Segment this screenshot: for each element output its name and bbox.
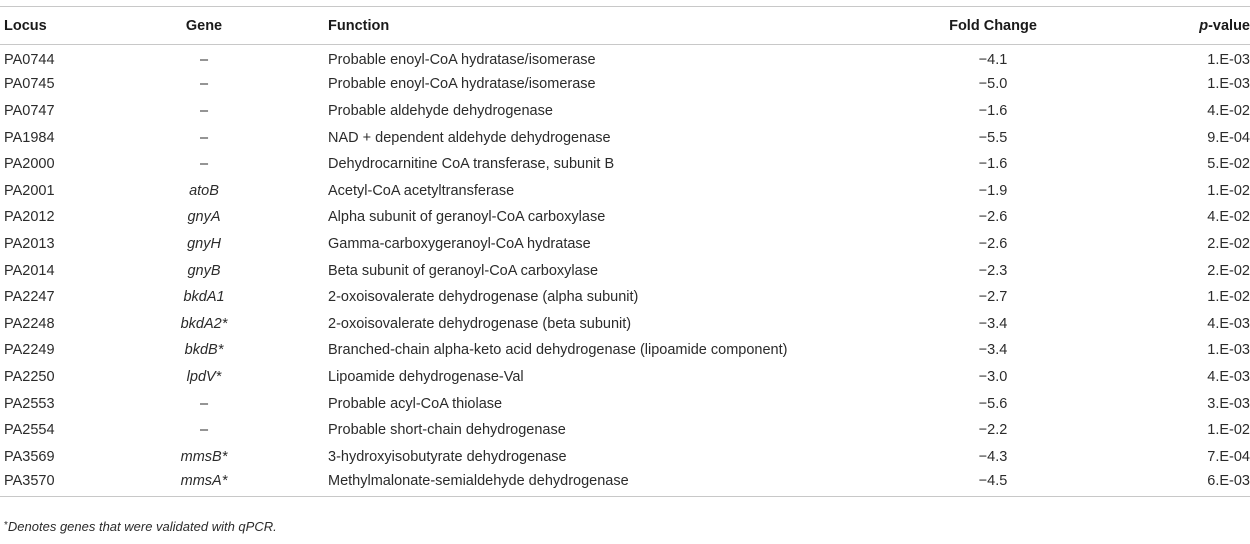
cell-gene: gnyH bbox=[187, 235, 221, 252]
cell-fold-change: −5.6 bbox=[978, 395, 1008, 412]
cell-locus: PA2248 bbox=[4, 315, 55, 332]
cell-fold-change: −2.2 bbox=[978, 422, 1008, 439]
header-locus: Locus bbox=[4, 17, 47, 34]
cell-function: Dehydrocarnitine CoA transferase, subunit B bbox=[328, 156, 615, 173]
footnote-marker: * bbox=[4, 520, 8, 531]
cell-function: 3-hydroxyisobutyrate dehydrogenase bbox=[328, 448, 567, 465]
cell-fold-change: −4.5 bbox=[978, 473, 1008, 490]
header-p-value-italic: p bbox=[1199, 17, 1209, 34]
cell-gene: mmsB* bbox=[180, 448, 228, 465]
cell-gene: gnyB bbox=[187, 262, 221, 279]
cell-fold-change: −2.6 bbox=[978, 209, 1008, 226]
cell-gene: – bbox=[199, 102, 209, 119]
table-header bbox=[0, 7, 1250, 45]
cell-locus: PA2012 bbox=[4, 209, 55, 226]
cell-p-value: 4.E-03 bbox=[1207, 315, 1250, 332]
table-row bbox=[0, 310, 1250, 337]
cell-function: 2-oxoisovalerate dehydrogenase (beta subunit) bbox=[328, 315, 632, 332]
header-p-value bbox=[1098, 7, 1250, 45]
cell-function: 2-oxoisovalerate dehydrogenase (alpha subunit) bbox=[328, 289, 639, 306]
cell-p-value: 1.E-02 bbox=[1207, 182, 1250, 199]
cell-fold-change: −2.6 bbox=[978, 235, 1008, 252]
table-row bbox=[0, 257, 1250, 284]
cell-p-value: 4.E-02 bbox=[1207, 102, 1250, 119]
cell-fold-change: −5.0 bbox=[978, 76, 1008, 93]
table-row bbox=[0, 204, 1250, 231]
cell-locus: PA2249 bbox=[4, 342, 55, 359]
cell-function: Gamma-carboxygeranoyl-CoA hydratase bbox=[328, 235, 591, 252]
cell-fold-change: −1.6 bbox=[978, 102, 1008, 119]
cell-gene: – bbox=[199, 395, 209, 412]
cell-locus: PA3569 bbox=[4, 448, 55, 465]
cell-locus: PA2014 bbox=[4, 262, 55, 279]
cell-fold-change: −4.3 bbox=[978, 448, 1008, 465]
cell-locus: PA2247 bbox=[4, 289, 55, 306]
cell-fold-change: −1.6 bbox=[978, 156, 1008, 173]
table-body bbox=[0, 45, 1250, 497]
cell-p-value: 2.E-02 bbox=[1207, 262, 1250, 279]
cell-gene: – bbox=[199, 52, 209, 69]
cell-gene: – bbox=[199, 129, 209, 146]
cell-fold-change: −3.0 bbox=[978, 368, 1008, 385]
cell-p-value: 3.E-03 bbox=[1207, 395, 1250, 412]
cell-gene: bkdB* bbox=[184, 342, 224, 359]
cell-function: Probable enoyl-CoA hydratase/isomerase bbox=[328, 76, 596, 93]
table-row bbox=[0, 470, 1250, 497]
cell-locus: PA2250 bbox=[4, 368, 55, 385]
cell-locus: PA2001 bbox=[4, 182, 55, 199]
cell-p-value: 7.E-04 bbox=[1207, 448, 1250, 465]
cell-p-value: 5.E-02 bbox=[1207, 156, 1250, 173]
table-row bbox=[0, 98, 1250, 125]
cell-p-value: 2.E-02 bbox=[1207, 235, 1250, 252]
cell-p-value: 1.E-03 bbox=[1207, 52, 1250, 69]
cell-gene: – bbox=[199, 156, 209, 173]
table-row bbox=[0, 151, 1250, 178]
cell-p-value: 1.E-03 bbox=[1207, 342, 1250, 359]
header-fold-change: Fold Change bbox=[949, 17, 1037, 34]
cell-locus: PA2554 bbox=[4, 422, 55, 439]
cell-function: Lipoamide dehydrogenase-Val bbox=[328, 368, 524, 385]
cell-locus: PA0744 bbox=[4, 52, 55, 69]
footnote-text: Denotes genes that were validated with qPCR. bbox=[7, 519, 277, 534]
cell-fold-change: −1.9 bbox=[978, 182, 1008, 199]
cell-locus: PA2553 bbox=[4, 395, 55, 412]
table-row bbox=[0, 390, 1250, 417]
table-row bbox=[0, 364, 1250, 391]
cell-p-value: 6.E-03 bbox=[1207, 473, 1250, 490]
header-gene: Gene bbox=[185, 17, 223, 34]
cell-fold-change: −5.5 bbox=[978, 129, 1008, 146]
cell-gene: – bbox=[199, 422, 209, 439]
gene-table bbox=[0, 6, 1250, 497]
cell-locus: PA3570 bbox=[4, 473, 55, 490]
table-row bbox=[0, 231, 1250, 258]
cell-function: Probable enoyl-CoA hydratase/isomerase bbox=[328, 52, 596, 69]
cell-locus: PA2013 bbox=[4, 235, 55, 252]
cell-fold-change: −4.1 bbox=[978, 52, 1008, 69]
cell-gene: mmsA* bbox=[180, 473, 228, 490]
header-function: Function bbox=[328, 17, 390, 34]
cell-gene: bkdA1 bbox=[183, 289, 225, 306]
table-row bbox=[0, 177, 1250, 204]
table-row bbox=[0, 443, 1250, 470]
footnote bbox=[4, 519, 277, 534]
cell-p-value: 1.E-03 bbox=[1207, 76, 1250, 93]
table-row bbox=[0, 417, 1250, 444]
cell-function: Probable acyl-CoA thiolase bbox=[328, 395, 503, 412]
cell-gene: gnyA bbox=[187, 209, 221, 226]
cell-fold-change: −3.4 bbox=[978, 342, 1008, 359]
cell-fold-change: −3.4 bbox=[978, 315, 1008, 332]
cell-p-value: 4.E-02 bbox=[1207, 209, 1250, 226]
cell-fold-change: −2.7 bbox=[978, 289, 1008, 306]
cell-p-value: 1.E-02 bbox=[1207, 422, 1250, 439]
cell-function: Beta subunit of geranoyl-CoA carboxylase bbox=[328, 262, 599, 279]
cell-locus: PA1984 bbox=[4, 129, 55, 146]
cell-gene: – bbox=[199, 76, 209, 93]
cell-locus: PA0745 bbox=[4, 76, 55, 93]
table-row bbox=[0, 45, 1250, 72]
header-row bbox=[0, 7, 1250, 45]
cell-function: Methylmalonate-semialdehyde dehydrogenase bbox=[328, 473, 629, 490]
cell-p-value: 9.E-04 bbox=[1207, 129, 1250, 146]
cell-function: Branched-chain alpha-keto acid dehydrogenase (lipoamide component) bbox=[328, 342, 788, 359]
cell-function: Probable short-chain dehydrogenase bbox=[328, 422, 566, 439]
gene-table-container bbox=[0, 6, 1250, 497]
cell-gene: bkdA2* bbox=[180, 315, 228, 332]
table-row bbox=[0, 337, 1250, 364]
cell-gene: lpdV* bbox=[186, 368, 222, 385]
cell-function: Alpha subunit of geranoyl-CoA carboxylase bbox=[328, 209, 606, 226]
cell-p-value: 1.E-02 bbox=[1207, 289, 1250, 306]
table-row bbox=[0, 124, 1250, 151]
cell-function: Acetyl-CoA acetyltransferase bbox=[328, 182, 515, 199]
cell-function: Probable aldehyde dehydrogenase bbox=[328, 102, 553, 119]
cell-locus: PA2000 bbox=[4, 156, 55, 173]
cell-fold-change: −2.3 bbox=[978, 262, 1008, 279]
cell-locus: PA0747 bbox=[4, 102, 55, 119]
header-p-value-rest: -value bbox=[1208, 17, 1250, 34]
table-row bbox=[0, 71, 1250, 98]
cell-p-value: 4.E-03 bbox=[1207, 368, 1250, 385]
cell-gene: atoB bbox=[189, 182, 219, 199]
table-row bbox=[0, 284, 1250, 311]
cell-function: NAD + dependent aldehyde dehydrogenase bbox=[328, 129, 611, 146]
